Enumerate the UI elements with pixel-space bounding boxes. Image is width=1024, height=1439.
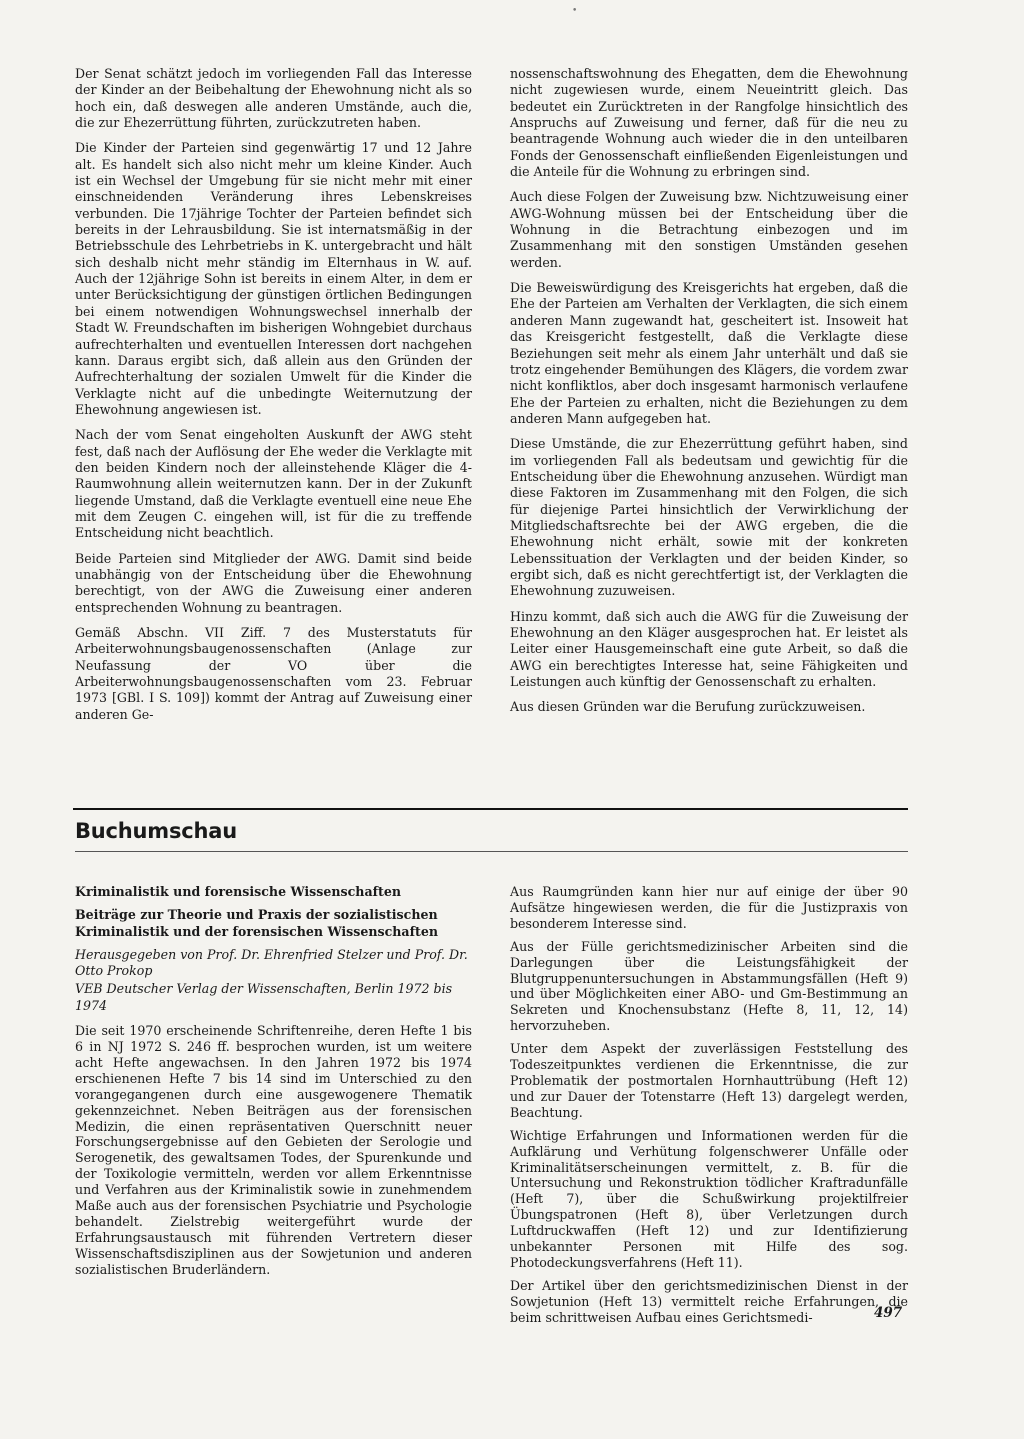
paragraph: Die Kinder der Parteien sind gegenwärtig 17 und 12 Jahre alt. Es handelt sich also nicht mehr um kleine Kinder. Auch ist ein Wechsel der Umgebung für sie nicht mehr mit einer einschneidenden Veränderung ihres Lebenskreises verbunden. Die 17jährige Tochter der Parteien befindet sich bereits in der Lehrausbildung. Sie ist internatsmäßig in der Betriebsschule des Lehrbetriebs in K. untergebracht und hält sich deshalb nicht mehr ständig im Elternhaus in W. auf. Auch der 12jährige Sohn ist bereits in einem Alter, in dem er unter Berücksichtigung der günstigen örtlichen Bedingungen bei einem notwendigen Wohnungswechsel innerhalb der Stadt W. Freundschaften im bisherigen Wohngebiet durchaus aufrechterhalten und eventuellen Interessen dort nachgehen kann. Daraus ergibt sich, daß allein aus den Gründen der Aufrechterhaltung der sozialen Umwelt für die Kinder die Verklagte nicht auf die unbedingte Weiternutzung der Ehewohnung angewiesen ist. xyxy=(75,140,472,417)
paragraph: Wichtige Erfahrungen und Informationen werden für die Aufklärung und Verhütung folgenschwerer Unfälle oder Kriminalitätserscheinungen vermittelt, z. B. für die Untersuchung und Rekonstruktion tödlicher Kraftradunfälle (Heft 7), über die Schußwirkung projektilfreier Übungspatronen (Heft 8), über Verletzungen durch Luftdruckwaffen (Heft 12) und zur Identifizierung unbekannter Personen mit Hilfe des sog. Photodeckungsverfahrens (Heft 11). xyxy=(510,1127,908,1270)
paragraph: Diese Umstände, die zur Ehezerrüttung geführt haben, sind im vorliegenden Fall als bedeutsam und gewichtig für die Entscheidung über die Ehewohnung anzusehen. Würdigt man diese Faktoren im Zusammenhang mit den Folgen, die sich für diejenige Partei hinsichtlich der Verwirklichung der Mitgliedschaftsrechte bei der AWG ergeben, die die Ehewohnung nicht erhält, sowie mit der konkreten Lebenssituation der Verklagten und der beiden Kinder, so ergibt sich, daß es nicht gerechtfertigt ist, der Verklagten die Ehewohnung zuzuweisen. xyxy=(510,436,908,599)
paragraph: Aus Raumgründen kann hier nur auf einige der über 90 Aufsätze hingewiesen werden, die für die Justizpraxis von besonderem Interesse sind. xyxy=(510,884,908,931)
scan-mark: • xyxy=(572,6,578,16)
paragraph: Der Senat schätzt jedoch im vorliegenden Fall das Interesse der Kinder an der Beibehaltung der Ehewohnung nicht als so hoch ein, daß deswegen alle anderen Umstände, auch die, die zur Ehezerrüttung führten, zurückzutreten haben. xyxy=(75,66,472,131)
paragraph: Auch diese Folgen der Zuweisung bzw. Nichtzuweisung einer AWG-Wohnung müssen bei der Entscheidung über die Wohnung in die Betrachtung einbezogen und im Zusammenhang mit den sonstigen Umständen gesehen werden. xyxy=(510,189,908,270)
paragraph: Der Artikel über den gerichtsmedizinischen Dienst in der Sowjetunion (Heft 13) vermittelt reiche Erfahrungen, die beim schrittweisen Aufbau eines Gerichtsmedi- xyxy=(510,1277,908,1325)
paragraph: Unter dem Aspekt der zuverlässigen Feststellung des Todeszeitpunktes verdienen die Erkenntnisse, die zur Problematik der postmortalen Hornhauttrübung (Heft 12) und zur Dauer der Totenstarre (Heft 13) dargelegt werden, Beachtung. xyxy=(510,1041,908,1120)
section-divider xyxy=(73,808,908,810)
heading-underline xyxy=(75,851,908,852)
paragraph: Hinzu kommt, daß sich auch die AWG für die Zuweisung der Ehewohnung an den Kläger ausgesprochen hat. Er leistet als Leiter einer Hausgemeinschaft eine gute Arbeit, so daß die AWG ein berechtigtes Interesse hat, seine Fähigkeiten und Leistungen auch künftig der Genossenschaft zu erhalten. xyxy=(510,608,908,690)
column-left-top xyxy=(75,66,472,732)
paragraph: nossenschaftswohnung des Ehegatten, dem die Ehewohnung nicht zugewiesen wurde, einem Neueintritt gleich. Das bedeutet ein Zurücktreten in der Rangfolge hinsichtlich des Anspruchs auf Zuweisung und ferner, daß für die neu zu beantragende Wohnung auch wieder die in den unteilbaren Fonds der Genossenschaft einfließenden Eigenleistungen und die Anteile für die Wohnung zu erbringen sind. xyxy=(510,66,908,180)
paragraph: Die Beweiswürdigung des Kreisgerichts hat ergeben, daß die Ehe der Parteien am Verhalten der Verklagten, die sich einem anderen Mann zugewandt hat, gescheitert ist. Insoweit hat das Kreisgericht festgestellt, daß die Verklagte diese Beziehungen seit mehr als einem Jahr unterhält und daß sie trotz eingehender Bemühungen des Klägers, die vordem zwar nicht konfliktlos, aber doch insgesamt harmonisch verlaufene Ehe der Parteien zu erhalten, nicht die Beziehungen zu dem anderen Mann aufgegeben hat. xyxy=(510,280,908,426)
paragraph: Beide Parteien sind Mitglieder der AWG. Damit sind beide unabhängig von der Entscheidung über die Ehewohnung berechtigt, von der AWG die Zuweisung einer anderen entsprechenden Wohnung zu beantragen. xyxy=(75,550,472,615)
column-left-review xyxy=(75,884,472,1285)
paragraph: Nach der vom Senat eingeholten Auskunft der AWG steht fest, daß nach der Auflösung der Ehe weder die Verklagte mit den beiden Kindern noch der alleinstehende Kläger die 4-Raumwohnung allein weiternutzen kann. Der in der Zukunft liegende Umstand, daß die Verklagte eventuell eine neue Ehe mit dem Zeugen C. eingehen will, ist für die zu treffende Entscheidung nicht beachtlich. xyxy=(75,427,472,541)
review-publisher: VEB Deutscher Verlag der Wissenschaften, Berlin 1972 bis 1974 xyxy=(75,981,453,1013)
paragraph: Aus der Fülle gerichtsmedizinischer Arbeiten sind die Darlegungen über die Leistungsfähigkeit der Blutgruppenuntersuchungen in Abstammungsfällen (Heft 9) und über Möglichkeiten einer ABO- und Gm-Bestimmung an Sekreten und Knochensubstanz (Hefte 8, 11, 12, 14) hervorzuheben. xyxy=(510,938,908,1034)
section-heading: Buchumschau xyxy=(75,819,238,843)
column-right-review xyxy=(510,884,908,1333)
page-number: 497 xyxy=(874,1305,903,1321)
paragraph: Gemäß Abschn. VII Ziff. 7 des Musterstatuts für Arbeiterwohnungsbaugenossenschaften (Anlage zur Neufassung der VO über die Arbeiterwohnungsbaugenossenschaften vom 23. Februar 1973 [GBl. I S. 109]) kommt der Antrag auf Zuweisung einer anderen Ge- xyxy=(75,625,472,722)
paragraph: Die seit 1970 erscheinende Schriftenreihe, deren Hefte 1 bis 6 in NJ 1972 S. 246 ff. besprochen wurden, ist um weitere acht Hefte angewachsen. In den Jahren 1972 bis 1974 erschienenen Hefte 7 bis 14 sind im Unterschied zu den vorangegangenen durch eine ausgewogenere Thematik gekennzeichnet. Neben Beiträgen aus der forensischen Medizin, die einen repräsentativen Querschnitt neuer Forschungsergebnisse auf den Gebieten der Serologie und Serogenetik, des gewaltsamen Todes, der Spurenkunde und der Toxikologie vermitteln, werden vor allem Erkenntnisse und Verfahren aus der Kriminalistik sowie in zunehmendem Maße auch aus der forensischen Psychiatrie und Psychologie behandelt. Zielstrebig weitergeführt wurde der Erfahrungsaustausch mit führenden Vertretern dieser Wissenschaftsdisziplinen aus der Sowjetunion und anderen sozialistischen Bruderländern. xyxy=(75,1023,472,1277)
review-title: Kriminalistik und forensische Wissenschaften xyxy=(75,884,402,899)
review-subtitle: Beiträge zur Theorie und Praxis der sozialistischen Kriminalistik und der forensischen Wissenschaften xyxy=(75,907,438,939)
paragraph: Aus diesen Gründen war die Berufung zurückzuweisen. xyxy=(510,699,866,715)
review-editors: Herausgegeben von Prof. Dr. Ehrenfried Stelzer und Prof. Dr. Otto Prokop xyxy=(75,946,468,979)
column-right-top xyxy=(510,66,908,725)
